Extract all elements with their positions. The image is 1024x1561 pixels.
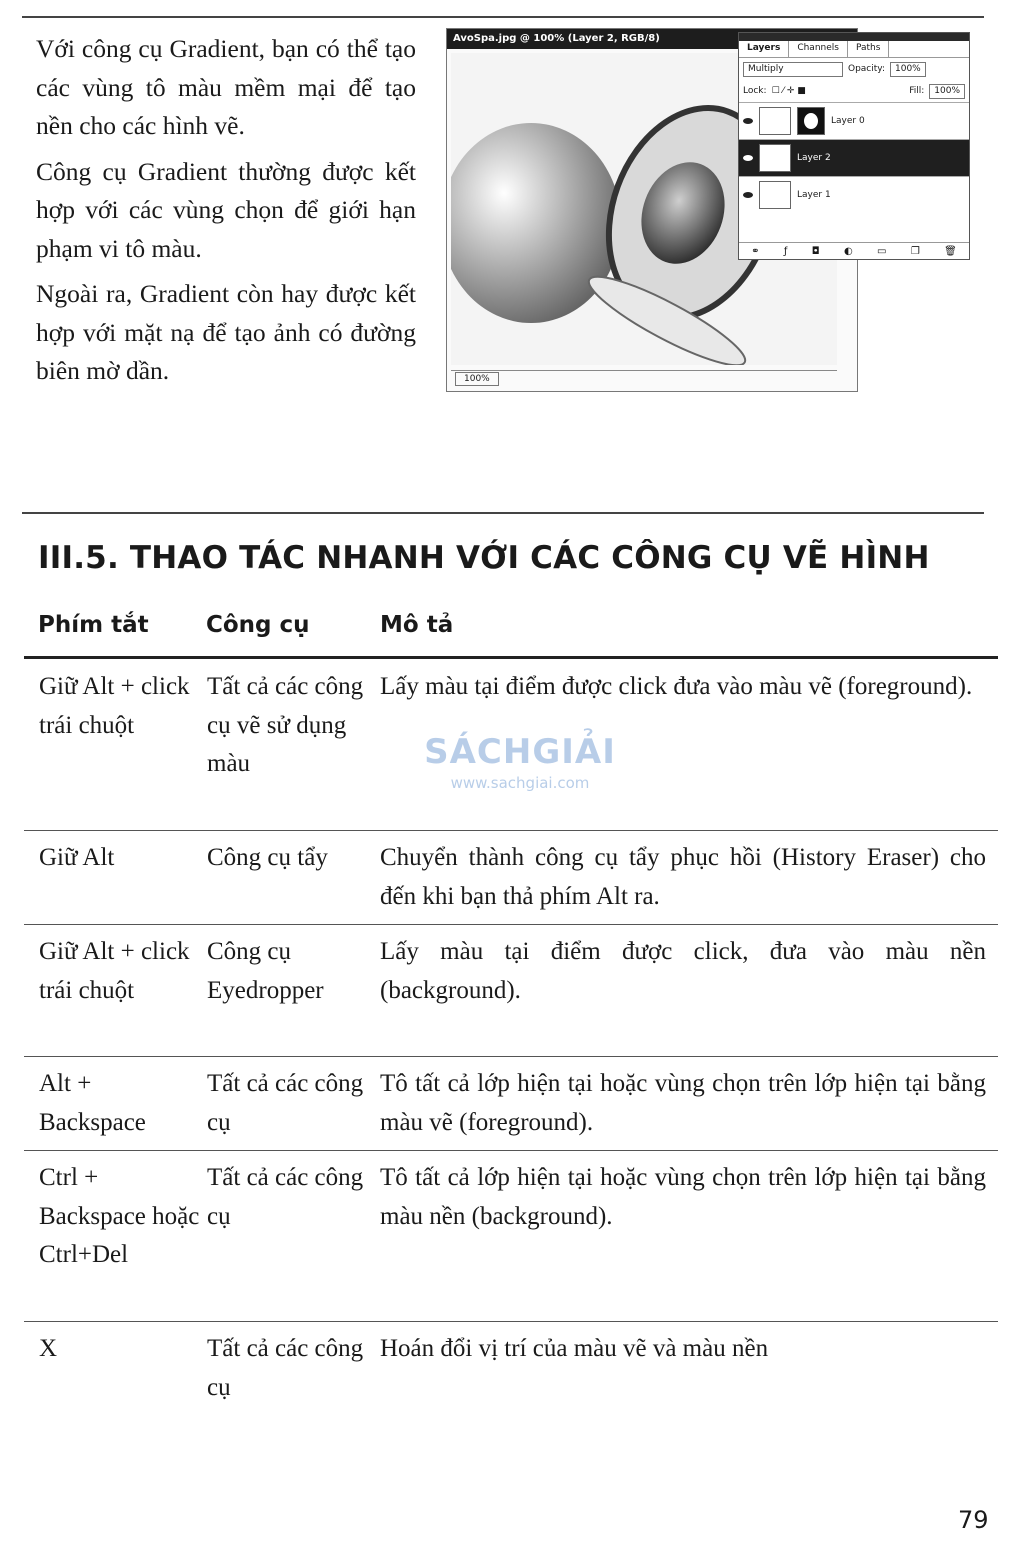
tool-cell: Tất cả các công cụ bbox=[207, 1335, 364, 1401]
shortcut-cell: Giữ Alt + click trái chuột bbox=[39, 938, 190, 1004]
eye-icon[interactable] bbox=[743, 118, 753, 124]
new-layer-icon[interactable]: ❐ bbox=[910, 245, 920, 257]
shortcut-cell: Giữ Alt bbox=[39, 844, 115, 871]
layer-thumbnail bbox=[759, 144, 791, 172]
layer-row[interactable] bbox=[739, 176, 969, 213]
document-status-bar bbox=[451, 370, 837, 387]
description-cell bbox=[380, 839, 986, 916]
opacity-label: Opacity: bbox=[848, 64, 885, 74]
table-row bbox=[24, 1057, 998, 1151]
opacity-input[interactable]: 100% bbox=[890, 62, 926, 77]
lock-row bbox=[739, 80, 969, 102]
blend-mode-select[interactable]: Multiply bbox=[743, 62, 843, 77]
page-number: 79 bbox=[958, 1506, 989, 1534]
blend-row bbox=[739, 58, 969, 80]
section-heading: III.5. THAO TÁC NHANH VỚI CÁC CÔNG CỤ VẼ HÌNH bbox=[38, 540, 930, 576]
description-line: Hoán đổi vị trí của màu vẽ và màu nền bbox=[380, 1335, 769, 1362]
document-title: AvoSpa.jpg @ 100% (Layer 2, RGB/8) bbox=[447, 29, 857, 49]
description-line: Tô tất cả lớp hiện tại hoặc vùng chọn trên lớp hiện tại bằng màu nền (background). bbox=[380, 1164, 986, 1230]
description-cell bbox=[380, 1065, 986, 1142]
layer-mask-thumbnail bbox=[797, 107, 825, 135]
column-header-description: Mô tả bbox=[380, 612, 454, 638]
lock-label: Lock: bbox=[743, 86, 767, 96]
description-cell bbox=[380, 1330, 986, 1369]
layer-name: Layer 1 bbox=[797, 190, 831, 200]
fill-input[interactable]: 100% bbox=[929, 84, 965, 99]
layer-name: Layer 2 bbox=[797, 153, 831, 163]
style-icon[interactable]: ƒ bbox=[783, 245, 788, 257]
description-line: Lấy màu tại điểm được click, đưa vào màu nền (background). bbox=[380, 938, 986, 1004]
watermark-url: www.sachgiai.com bbox=[450, 774, 590, 792]
intro-paragraph: Công cụ Gradient thường được kết hợp với các vùng chọn để giới hạn phạm vi tô màu. bbox=[36, 156, 416, 263]
layer-thumbnail bbox=[759, 107, 791, 135]
intro-paragraph: Ngoài ra, Gradient còn hay được kết hợp với mặt nạ để tạo ảnh có đường biên mờ dần. bbox=[36, 279, 416, 385]
tool-cell: Công cụ Eyedropper bbox=[207, 938, 324, 1004]
shortcut-cell: Ctrl + Backspace hoặc Ctrl+Del bbox=[39, 1164, 200, 1268]
description-cell bbox=[380, 1159, 986, 1236]
adjustment-icon[interactable]: ◐ bbox=[843, 245, 853, 257]
description-cell bbox=[380, 933, 986, 1010]
zoom-field[interactable]: 100% bbox=[455, 372, 499, 386]
layer-row[interactable] bbox=[739, 102, 969, 139]
layer-name: Layer 0 bbox=[831, 116, 865, 126]
tool-cell: Tất cả các công cụ vẽ sử dụng màu bbox=[207, 673, 364, 777]
tool-cell: Tất cả các công cụ bbox=[207, 1070, 364, 1136]
panel-tabs bbox=[739, 41, 969, 58]
layer-thumbnail bbox=[759, 181, 791, 209]
panel-titlebar bbox=[739, 33, 969, 41]
eye-icon[interactable] bbox=[743, 192, 753, 198]
section-rule bbox=[22, 512, 984, 514]
table-row bbox=[24, 1322, 998, 1422]
fill-label: Fill: bbox=[909, 86, 925, 96]
top-rule bbox=[22, 16, 984, 18]
folder-icon[interactable]: ▭ bbox=[877, 245, 887, 257]
tab-channels[interactable]: Channels bbox=[789, 41, 848, 57]
watermark-logo: SÁCHGIẢI bbox=[424, 732, 616, 772]
lock-icons[interactable]: ☐ ⁄ ✛ ■ bbox=[771, 86, 806, 96]
panel-bottom-toolbar bbox=[739, 242, 969, 259]
shortcut-cell: X bbox=[39, 1335, 58, 1362]
shortcut-cell: Giữ Alt + click trái chuột bbox=[39, 673, 190, 739]
layers-panel bbox=[738, 32, 970, 260]
table-row bbox=[24, 1151, 998, 1322]
tool-cell: Công cụ tẩy bbox=[207, 844, 328, 871]
photoshop-screenshot bbox=[446, 28, 971, 390]
tool-cell: Tất cả các công cụ bbox=[207, 1164, 364, 1230]
shortcut-cell: Alt + Backspace bbox=[39, 1070, 146, 1136]
intro-paragraph: Với công cụ Gradient, bạn có thể tạo các vùng tô màu mềm mại để tạo nền cho các hình vẽ. bbox=[36, 34, 416, 140]
table-row bbox=[24, 925, 998, 1057]
tab-layers[interactable]: Layers bbox=[739, 41, 789, 57]
mask-icon[interactable]: ◘ bbox=[811, 245, 820, 257]
trash-icon[interactable]: 🗑 bbox=[944, 245, 957, 257]
description-line: Chuyển thành công cụ tẩy phục hồi (History Eraser) cho đến khi bạn thả phím Alt ra. bbox=[380, 844, 986, 910]
description-line: Lấy màu tại điểm được click đưa vào màu vẽ (foreground). bbox=[380, 673, 973, 700]
tab-paths[interactable]: Paths bbox=[848, 41, 889, 57]
description-cell bbox=[380, 668, 986, 707]
column-header-tool: Công cụ bbox=[206, 612, 310, 638]
column-header-shortcut: Phím tắt bbox=[38, 612, 149, 638]
table-row bbox=[24, 831, 998, 925]
description-line: Tô tất cả lớp hiện tại hoặc vùng chọn trên lớp hiện tại bằng màu vẽ (foreground). bbox=[380, 1070, 986, 1136]
watermark bbox=[410, 732, 630, 792]
eye-icon[interactable] bbox=[743, 155, 753, 161]
intro-text bbox=[36, 30, 416, 398]
layer-row-selected[interactable] bbox=[739, 139, 969, 176]
header-rule bbox=[24, 656, 998, 659]
link-icon[interactable]: ⚭ bbox=[751, 245, 760, 257]
